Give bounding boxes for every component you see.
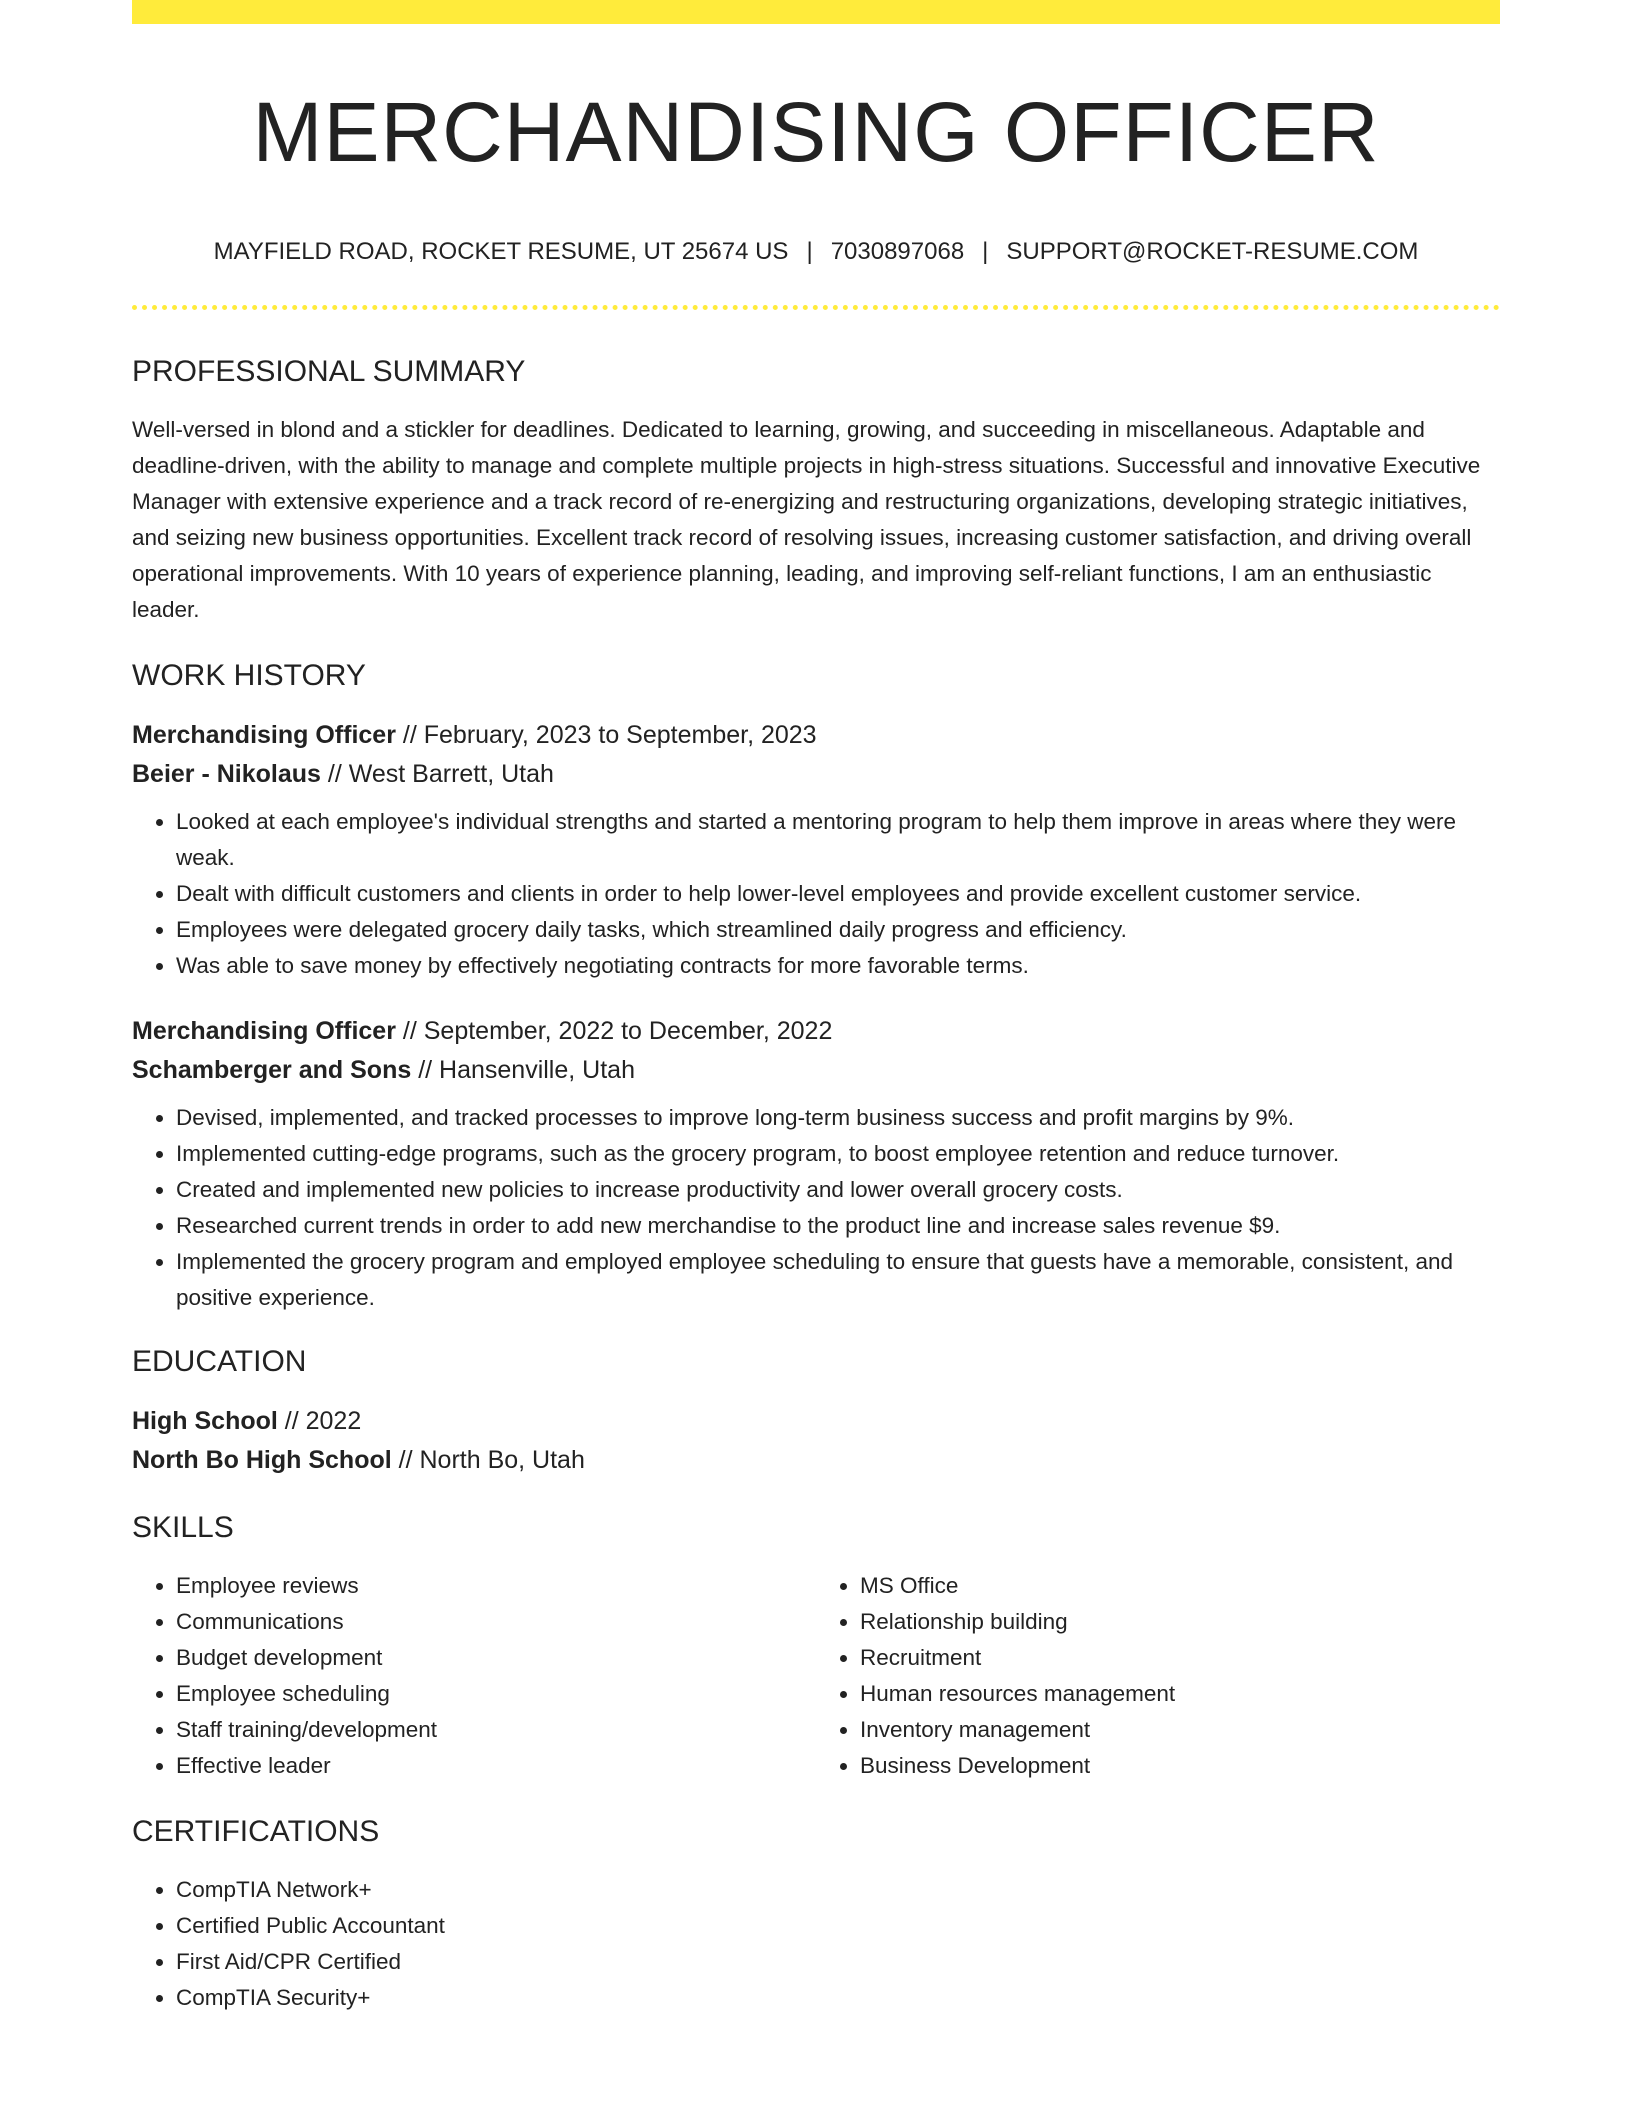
list-item: • MS Office xyxy=(860,1568,1500,1604)
list-item: • Researched current trends in order to add new merchandise to the product line and increase sales revenue $9. xyxy=(176,1208,1500,1244)
list-item: • Implemented cutting-edge programs, such as the grocery program, to boost employee retention and reduce turnover. xyxy=(176,1136,1500,1172)
job-role-line xyxy=(132,716,1500,755)
resume-title: MERCHANDISING OFFICER xyxy=(252,85,1380,179)
resume-page xyxy=(132,0,1500,2016)
job-company-line xyxy=(132,755,1500,794)
dotted-divider xyxy=(132,305,1500,310)
job-entry xyxy=(132,716,1500,984)
certifications-list xyxy=(132,1872,1500,2016)
list-item: • Relationship building xyxy=(860,1604,1500,1640)
job-location: // West Barrett, Utah xyxy=(320,760,554,789)
education-school-line xyxy=(132,1441,1500,1480)
skills-columns xyxy=(132,1568,1500,1784)
list-item: • Looked at each employee's individual strengths and started a mentoring program to help them improve in areas where they were weak. xyxy=(176,804,1500,876)
job-role-line xyxy=(132,1012,1500,1051)
summary-text: Well-versed in blond and a stickler for deadlines. Dedicated to learning, growing, and succeeding in miscellaneous. Adaptable and deadline-driven, with the ability to manage and complete multiple projects in high-stress situations. Successful and innovative Executive Manager with extensive experience and a track record of re-energizing and restructuring organizations, developing strategic initiatives, and seizing new business opportunities. Excellent track record of resolving issues, increasing customer satisfaction, and driving overall operational improvements. With 10 years of experience planning, leading, and improving self-reliant functions, I am an enthusiastic leader. xyxy=(132,417,1481,623)
job-dates: // February, 2023 to September, 2023 xyxy=(395,721,817,750)
list-item: • Recruitment xyxy=(860,1640,1500,1676)
education-degree: High School xyxy=(132,1407,278,1436)
job-role: Merchandising Officer xyxy=(132,1017,396,1046)
skills-list-right xyxy=(816,1568,1500,1784)
job-bullets xyxy=(132,804,1500,984)
job-location: // Hansenville, Utah xyxy=(411,1056,635,1085)
list-item: • Employee scheduling xyxy=(176,1676,816,1712)
list-item: • Certified Public Accountant xyxy=(176,1908,1500,1944)
job-bullets xyxy=(132,1100,1500,1316)
list-item: • Employee reviews xyxy=(176,1568,816,1604)
list-item: • Budget development xyxy=(176,1640,816,1676)
job-role: Merchandising Officer xyxy=(132,721,396,750)
job-company: Schamberger and Sons xyxy=(132,1056,412,1085)
job-dates: // September, 2022 to December, 2022 xyxy=(395,1017,833,1046)
list-item: • Human resources management xyxy=(860,1676,1500,1712)
list-item: • Staff training/development xyxy=(176,1712,816,1748)
section-title-certifications: CERTIFICATIONS xyxy=(132,1815,380,1849)
list-item: • Was able to save money by effectively negotiating contracts for more favorable terms. xyxy=(176,948,1500,984)
list-item: • CompTIA Security+ xyxy=(176,1980,1500,2016)
contact-line xyxy=(132,238,1500,267)
education-school: North Bo High School xyxy=(132,1446,392,1475)
list-item: • Dealt with difficult customers and clients in order to help lower-level employees and provide excellent customer service. xyxy=(176,876,1500,912)
list-item: • Inventory management xyxy=(860,1712,1500,1748)
list-item: • Business Development xyxy=(860,1748,1500,1784)
list-item: • CompTIA Network+ xyxy=(176,1872,1500,1908)
education-degree-line xyxy=(132,1402,1500,1441)
separator: | xyxy=(806,238,813,266)
address: MAYFIELD ROAD, ROCKET RESUME, UT 25674 US xyxy=(213,238,789,266)
list-item: • Created and implemented new policies to increase productivity and lower overall grocery costs. xyxy=(176,1172,1500,1208)
section-title-work-history: WORK HISTORY xyxy=(132,659,366,693)
separator: | xyxy=(982,238,989,266)
list-item: • Employees were delegated grocery daily tasks, which streamlined daily progress and efficiency. xyxy=(176,912,1500,948)
section-title-skills: SKILLS xyxy=(132,1511,234,1545)
education-year: // 2022 xyxy=(277,1407,362,1436)
phone: 7030897068 xyxy=(830,238,965,266)
job-company: Beier - Nikolaus xyxy=(132,760,321,789)
top-accent-bar xyxy=(132,0,1500,24)
list-item: • Communications xyxy=(176,1604,816,1640)
list-item: • Implemented the grocery program and employed employee scheduling to ensure that guests have a memorable, consistent, and positive experience. xyxy=(176,1244,1500,1316)
skills-list-left xyxy=(132,1568,816,1784)
education-location: // North Bo, Utah xyxy=(391,1446,585,1475)
section-title-education: EDUCATION xyxy=(132,1345,307,1379)
list-item: • First Aid/CPR Certified xyxy=(176,1944,1500,1980)
email: SUPPORT@ROCKET-RESUME.COM xyxy=(1006,238,1419,266)
list-item: • Effective leader xyxy=(176,1748,816,1784)
job-company-line xyxy=(132,1051,1500,1090)
job-entry xyxy=(132,1012,1500,1316)
section-title-summary: PROFESSIONAL SUMMARY xyxy=(132,355,526,389)
list-item: • Devised, implemented, and tracked processes to improve long-term business success and profit margins by 9%. xyxy=(176,1100,1500,1136)
